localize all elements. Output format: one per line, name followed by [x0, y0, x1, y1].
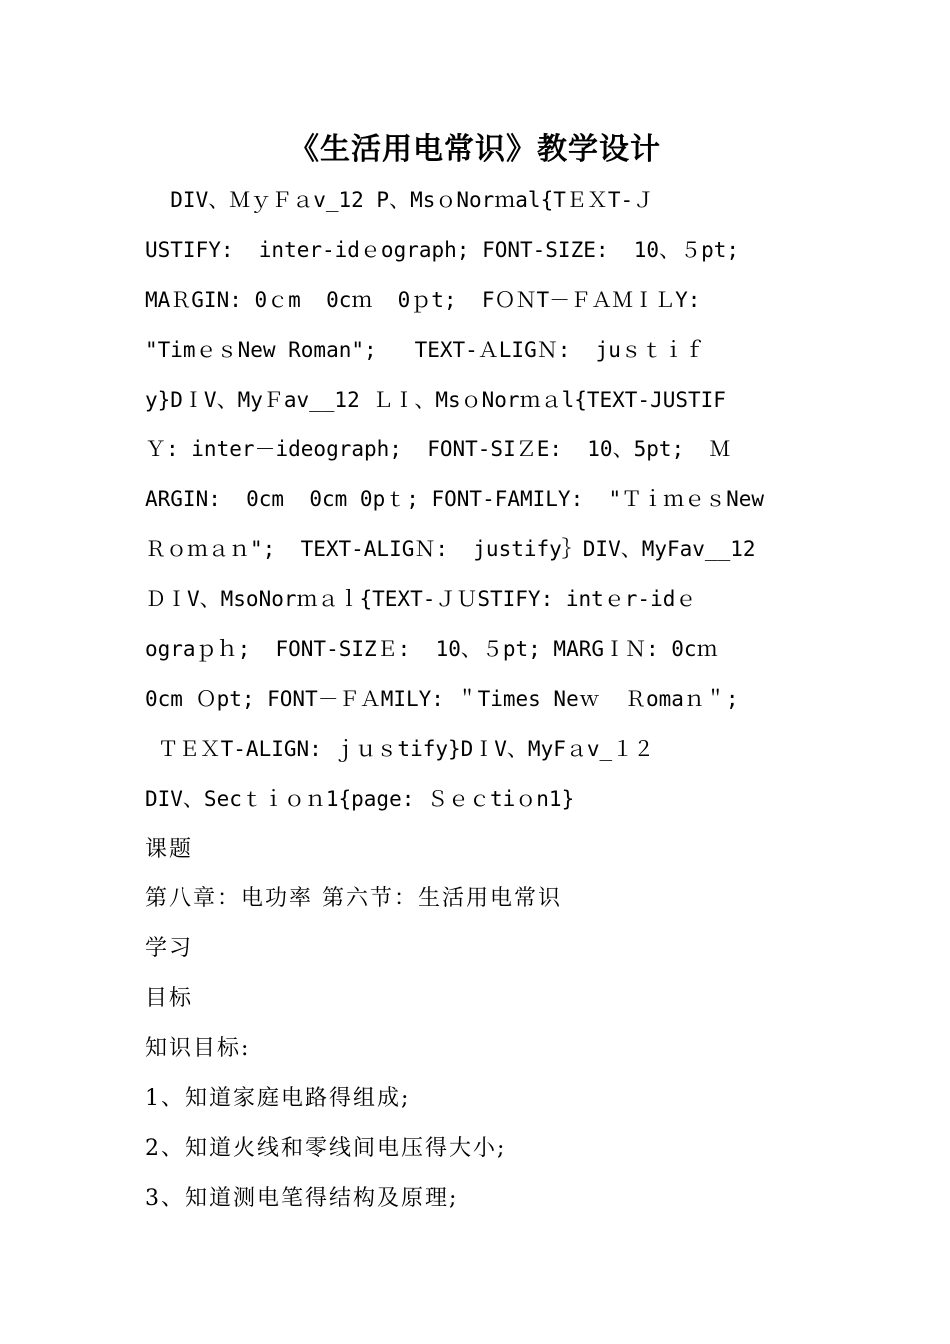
css-text-line: Ｙ: inter－ideograph; FONT-SIＺE: 10、5pt; Ｍ	[145, 437, 731, 462]
document-title: 《生活用电常识》教学设计	[289, 132, 661, 167]
goals-label-line2: 目标	[145, 986, 194, 1012]
goal-item: 1、知道家庭电路得组成;	[145, 1086, 411, 1112]
topic-label: 课题	[145, 836, 194, 862]
css-text-line: DIV、Secｔｉｏｎ1{page: Ｓｅｃtiｏn1}	[145, 786, 575, 811]
goal-item: 2、知道火线和零线间电压得大小;	[145, 1135, 507, 1161]
knowledge-goals-heading: 知识目标:	[145, 1036, 251, 1062]
css-text-line: MAＲGIN: 0ｃm 0cｍ 0ｐt; FＯＮT－ＦＡＭＩＬY:	[145, 287, 701, 312]
css-text-line: USTIFY: inter-idｅograph; FONT-SIZE: 10、５pt;	[145, 237, 740, 262]
document-body	[145, 176, 805, 1224]
css-text-line: ograｐｈ; FONT-SIZＥ: 10、５pt; MARGＩＮ: 0cｍ	[145, 637, 718, 662]
goal-item: 3、知道测电笔得结构及原理;	[145, 1185, 459, 1211]
goals-label-line1: 学习	[145, 936, 194, 962]
css-text-line: DIV、ＭｙＦａv_12 P、MsｏNorｍal{TＥＸT-Ｊ	[145, 188, 655, 212]
css-text-line: Ｒｏｍａｎ"; TEXT-ALIGＮ: justify｝DIV、MyFav__12	[145, 537, 756, 562]
css-text-line: ＤＩV、MsoNorｍａｌ{TEXT-ＪＵSTIFY: intｅr-idｅ	[145, 587, 697, 612]
css-text-line: ＴＥＸT-ALIGN: ｊｕｓtify}DＩV、MyFａv_１２	[145, 736, 655, 761]
chapter-heading: 第八章：电功率 第六节：生活用电常识	[145, 886, 562, 912]
css-text-line: y}DＩV、MyＦav__12 ＬＩ、MsｏNorｍａl{TEXT-JUSTIF	[145, 387, 726, 412]
css-text-line: ARGIN: 0cm 0cm 0pｔ; FONT-FAMILY: "ＴｉｍｅｓNew	[145, 487, 765, 512]
css-text-line: "TimｅｓNew Roman"; TEXT-ＡLIGＮ: juｓｔｉｆ	[145, 337, 705, 362]
css-text-line: 0cm Ｏpt; FONT－ＦＡMILY: ＂Times Neｗ Ｒomaｎ＂;	[145, 686, 739, 711]
